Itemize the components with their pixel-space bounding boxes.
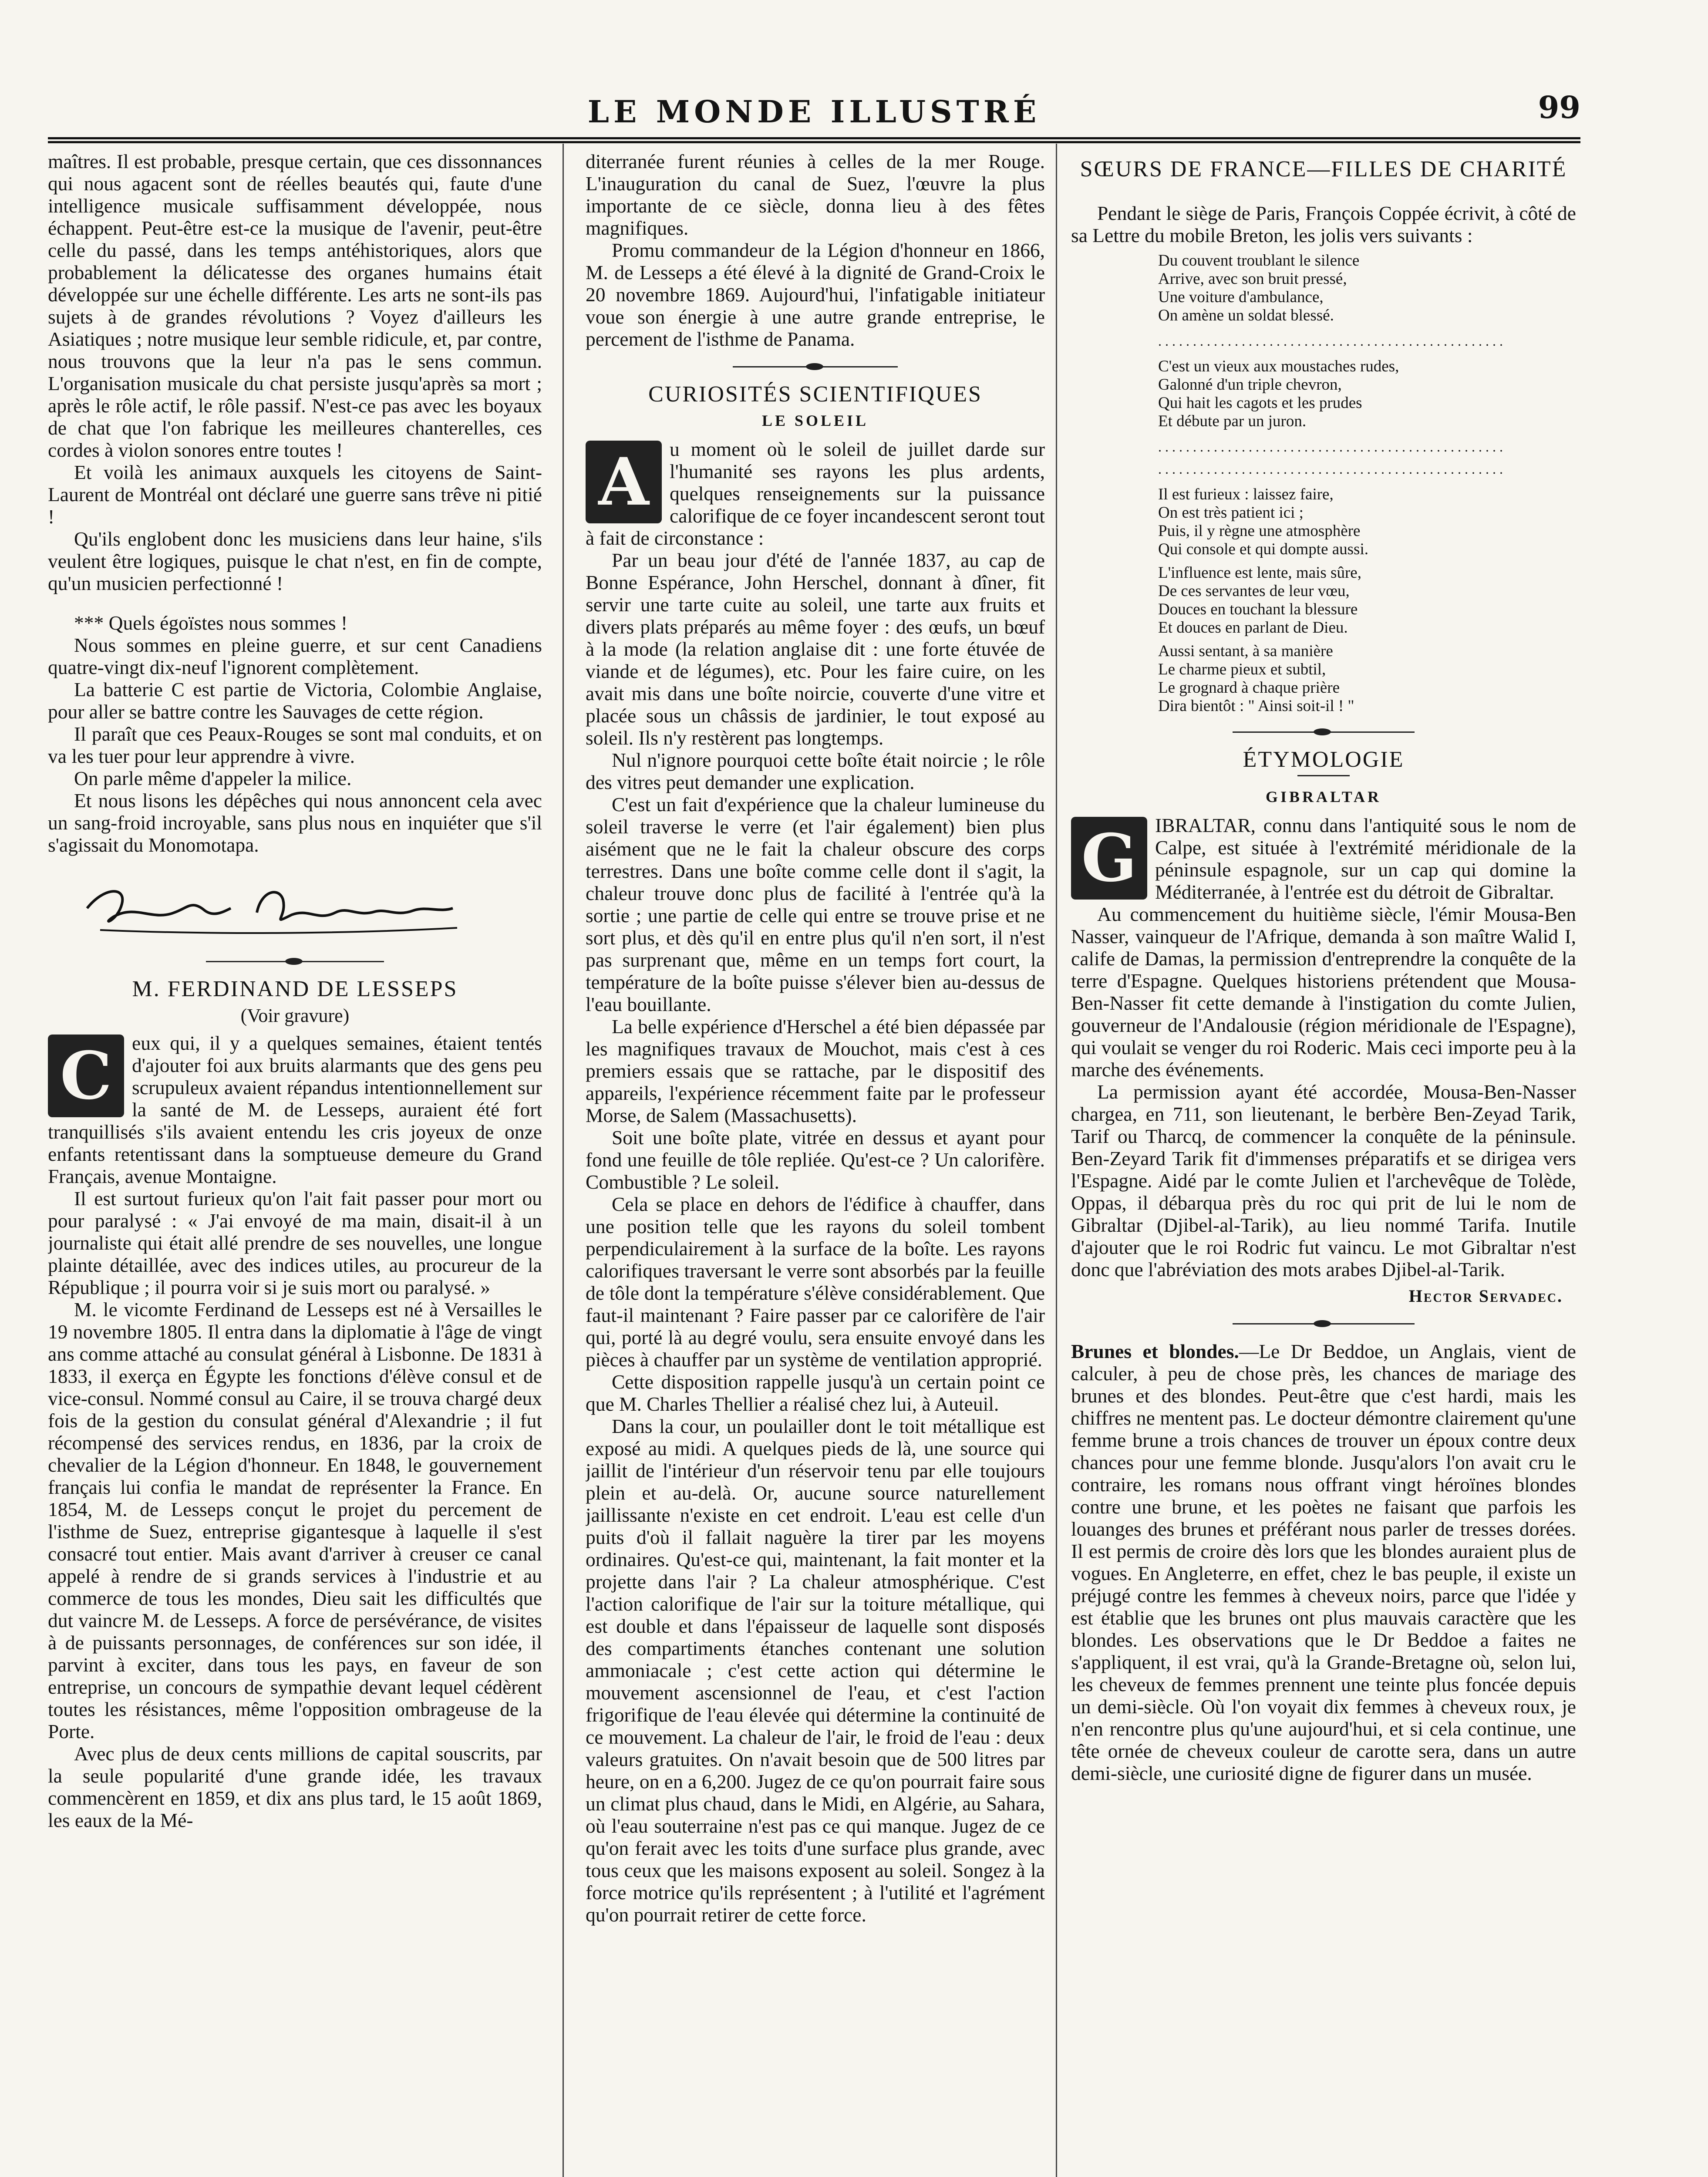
poem-line: L'influence est lente, mais sûre, (1158, 564, 1361, 582)
paragraph: Qu'ils englobent donc les musiciens dans leur haine, s'ils veulent être logiques, puisque le chat n'est, en fin de compte, qu'un musicien perfectionné ! (48, 528, 542, 594)
dotted-separator: .................................................. (1158, 333, 1506, 349)
column-3 (1071, 150, 1576, 2177)
ornament-divider (48, 956, 542, 967)
paragraph: Avec plus de deux cents millions de capital souscrits, par la seule popularité d'une grande idée, les travaux commencèrent en 1859, et dix ans plus tard, le 15 août 1869, les eaux de la Mé- (48, 1742, 542, 1831)
poem-line: Aussi sentant, à sa manière (1158, 642, 1333, 660)
column-rule-2 (1056, 144, 1057, 2177)
paragraph: Cette disposition rappelle jusqu'à un certain point ce que M. Charles Thellier a réalisé chez lui, à Auteuil. (586, 1371, 1045, 1415)
column-rule-1 (563, 144, 564, 2177)
paragraph: Par un beau jour d'été de l'année 1837, au cap de Bonne Espérance, John Herschel, donnant à dîner, fit servir une tarte cuite au soleil, une tarte aux fruits et divers plats préparés au même foyer : des œufs, un bœuf à la mode (la relation anglaise dit : une forte étuvée de viande et de légumes), etc. Pour les faire cuire, on les avait mis dans une boîte noircie, couverte d'une vitre et placée sous un châssis de jardinier, le tout exposé au soleil. Ils n'y restèrent pas longtemps. (586, 549, 1045, 749)
paragraph: Promu commandeur de la Légion d'honneur en 1866, M. de Lesseps a été élevé à la dignité de Grand-Croix le 20 novembre 1869. Aujourd'hui, l'infatigable initiateur voue son énergie à une autre grande entreprise, le percement de l'isthme de Panama. (586, 239, 1045, 350)
paragraph: Nous sommes en pleine guerre, et sur cent Canadiens quatre-vingt dix-neuf l'ignorent complètement. (48, 634, 542, 678)
poem-line: De ces servantes de leur vœu, (1158, 582, 1350, 600)
ornament-divider (1071, 1318, 1576, 1329)
paragraph: Cela se place en dehors de l'édifice à chauffer, dans une position telle que les rayons du soleil tombent perpendiculairement à la surface de la boîte. Les rayons calorifiques traversant le verre sont absorbés par la feuille de tôle dont la température s'élève considérablement. Que faut-il maintenant ? Faire passer par ce calorifère de l'air qui, porté là au degré voulu, sera ensuite envoyé dans les pièces à chauffer par un système de ventilation approprié. (586, 1193, 1045, 1371)
poem-line: Galonné d'un triple chevron, (1158, 376, 1342, 394)
paragraph: La batterie C est partie de Victoria, Colombie Anglaise, pour aller se battre contre les Sauvages de cette région. (48, 678, 542, 723)
poem-line: Il est furieux : laissez faire, (1158, 485, 1334, 503)
poem-stanza (1158, 485, 1576, 559)
poem-stanza (1158, 642, 1576, 715)
paragraph: Et voilà les animaux auxquels les citoyens de Saint-Laurent de Montréal ont déclaré une guerre sans trêve ni pitié ! (48, 461, 542, 528)
poem-stanza (1158, 564, 1576, 637)
paragraph: La permission ayant été accordée, Mousa-Ben-Nasser chargea, en 711, son lieutenant, le berbère Ben-Zeyad Tarik, Tarif ou Tharcq, de commencer la conquête de la péninsule. Ben-Zeyard Tarik fit d'immenses préparatifs et se dirigea vers l'Espagne. Aidé par le comte Julien et l'archevêque de Tolède, Oppas, il débarqua près du roc qui prit de lui le nom de Gibraltar (Djibel-al-Tarik), au lieu nommé Tarifa. Inutile d'ajouter que le roi Rodric fut vaincu. Le mot Gibraltar n'est donc que l'abréviation des mots arabes Djibel-al-Tarik. (1071, 1081, 1576, 1281)
poem-stanza (1158, 357, 1576, 431)
paragraph: u moment où le soleil de juillet darde sur l'humanité ses rayons les plus ardents, quelques renseignements sur la puissance calorifique de ce foyer incandescent seront tout à fait de circonstance : (586, 438, 1045, 549)
paragraph: Il paraît que ces Peaux-Rouges se sont mal conduits, et on va les tuer pour leur apprendre à vivre. (48, 723, 542, 767)
paragraph-heading: Brunes et blondes. (1071, 1340, 1239, 1362)
paragraph: Il est surtout furieux qu'on l'ait fait passer pour mort ou pour paralysé : « J'ai envoyé de ma main, disait-il à un journaliste qui était allé prendre de ses nouvelles, une longue plainte détaillée, avec des indices utiles, au procureur de la République ; il pourra voir si je suis mort ou paralysé. » (48, 1187, 542, 1298)
ornament-divider (586, 361, 1045, 372)
masthead (48, 81, 1580, 143)
paragraph: Et nous lisons les dépêches qui nous annoncent cela avec un sang-froid incroyable, sans plus nous en inquiéter que s'il s'agissait du Monomotapa. (48, 789, 542, 856)
paragraph: *** Quels égoïstes nous sommes ! (74, 612, 348, 634)
page-number: 99 (1538, 89, 1580, 125)
paragraph: C'est un fait d'expérience que la chaleur lumineuse du soleil traverse le verre (et l'air également) bien plus aisément que ne le fait la chaleur obscure des corps terrestres. Dans une boîte comme celle dont il s'agit, la chaleur trouve donc plus de facilité à l'entrée qu'à la sortie ; une partie de celle qui entre se trouve prise et ne sort plus, et dès qu'il en entre plus qu'il n'en sort, il n'est pas surprenant que, même en un temps fort court, la température de la boîte puisse s'élever bien au-dessus de l'eau bouillante. (586, 793, 1045, 1015)
poem-line: Puis, il y règne une atmosphère (1158, 522, 1361, 540)
author-signature: Hector Servadec. (1408, 1286, 1563, 1306)
poem-line: On amène un soldat blessé. (1158, 307, 1334, 324)
paragraph: Pendant le siège de Paris, François Coppée écrivit, à côté de sa Lettre du mobile Breton, les jolis vers suivants : (1071, 202, 1576, 246)
article-title-curiosites: CURIOSITÉS SCIENTIFIQUES (648, 382, 982, 407)
article-title-soeurs: SŒURS DE FRANCE—FILLES DE CHARITÉ (1080, 157, 1567, 182)
poem-line: Arrive, avec son bruit pressé, (1158, 270, 1347, 288)
drop-cap: G (1071, 817, 1147, 900)
poem-line: On est très patient ici ; (1158, 504, 1304, 522)
ornament-divider (1071, 727, 1576, 737)
dotted-separator: .................................................. (1158, 439, 1506, 455)
poem-line: Le grognard à chaque prière (1158, 679, 1340, 697)
article-title-lesseps: M. FERDINAND DE LESSEPS (132, 977, 458, 1001)
paragraph: M. le vicomte Ferdinand de Lesseps est né à Versailles le 19 novembre 1805. Il entra dans la diplomatie à l'âge de vingt ans comme attaché au consulat général à Lisbonne. De 1831 à 1833, il exerça en Égypte les fonctions d'élève consul et de vice-consul. Nommé consul au Caire, il se trouva chargé deux fois de la gestion du consulat général d'Alexandrie ; il fut récompensé des services rendus, en 1836, par la croix de chevalier de la Légion d'honneur. En 1848, le gouvernement français lui confia le mandat de représenter la France. En 1854, M. de Lesseps conçut le projet du percement de l'isthme de Suez, entreprise gigantesque à laquelle il s'est consacré tout entier. Mais avant d'arriver à creuser ce canal appelé à rendre de si grands services à l'industrie et au commerce de tous les mondes, Dieu sait les difficultés que dut vaincre M. de Lesseps. A force de persévérance, de visites à de puissants personnages, de conférences sur son idée, il parvint à exciter, dans tous les pays, en faveur de son entreprise, un concours de sympathie devant lequel cédèrent toutes les résistances, même l'opposition ombrageuse de la Porte. (48, 1298, 542, 1742)
spacer (48, 594, 542, 612)
poem-line: Une voiture d'ambulance, (1158, 288, 1324, 306)
column-2 (586, 150, 1045, 2177)
drop-cap: C (48, 1035, 124, 1117)
poem-line: Qui console et qui dompte aussi. (1158, 540, 1368, 558)
paragraph: IBRALTAR, connu dans l'antiquité sous le nom de Calpe, est située à l'extrémité méridionale de la péninsule espagnole, sur un cap qui domine la Méditerranée, à l'entrée est du détroit de Gibraltar. (1155, 814, 1576, 903)
paragraph: Nul n'ignore pourquoi cette boîte était noircie ; le rôle des vitres peut demander une explication. (586, 749, 1045, 793)
poem-line: Dira bientôt : " Ainsi soit-il ! " (1158, 697, 1354, 715)
poem-line: Du couvent troublant le silence (1158, 252, 1360, 270)
poem-line: Et débute par un juron. (1158, 412, 1307, 430)
column-1 (48, 150, 542, 2177)
paragraph: Au commencement du huitième siècle, l'émir Mousa-Ben Nasser, vainqueur de l'Afrique, demanda à son maître Walid I, calife de Damas, la permission d'entreprendre la conquête de la terre d'Espagne. Quelques historiens prétendent que Mousa-Ben-Nasser fit cette demande à l'instigation du comte Julien, gouverneur de l'Andalousie (région méridionale de l'Espagne), qui voulait se venger du roi Roderic. Mais ceci importe peu à la marche des événements. (1071, 903, 1576, 1081)
paragraph-body: —Le Dr Beddoe, un Anglais, vient de calculer, à peu de chose près, les chances de mariage des brunes et des blondes. Peut-être que c'est hardi, mais les chiffres ne mentent pas. Le docteur démontre clairement qu'une femme brune a trois chances de trouver un époux contre deux chances pour une femme blonde. Jusqu'alors l'on avait cru le contraire, les romans nous offrant vingt héroïnes blondes contre une brune, et les poètes ne faisant que parfois les louanges des brunes et préférant nous parler de tresses dorées. Il est permis de croire dès lors que les blondes auraient plus de vogues. En Angleterre, en effet, chez le bas peuple, il existe un préjugé contre les femmes à cheveux noirs, parce que l'idée y est établie que les brunes ont plus mauvais caractère que les blondes. Les observations que le Dr Beddoe a faites ne s'appliquent, il est vrai, qu'à la Grande-Bretagne où, selon lui, les cheveux de femmes prennent une teinte plus foncée depuis un demi-siècle. Où l'on voyait dix femmes à cheveux roux, je n'en rencontre plus qu'une aujourd'hui, et si cela continue, une tête ornée de cheveux couleur de carotte sera, dans un autre demi-siècle, une curiosité digne de figurer dans un musée. (1071, 1340, 1576, 1784)
poem-line: C'est un vieux aux moustaches rudes, (1158, 357, 1399, 375)
drop-cap: A (586, 441, 662, 523)
poem-line: Le charme pieux et subtil, (1158, 661, 1326, 678)
masthead-title: LE MONDE ILLUSTRÉ (587, 94, 1041, 130)
poem-line: Douces en touchant la blessure (1158, 600, 1358, 618)
article-subtitle: LE SOLEIL (761, 412, 869, 429)
paragraph: La belle expérience d'Herschel a été bien dépassée par les magnifiques travaux de Mouchot, mais c'est à ces premiers essais que se rattache, par le dispositif des appareils, l'expérience récemment faite par le professeur Morse, de Salem (Massachusetts). (586, 1015, 1045, 1126)
poem-line: Qui hait les cagots et les prudes (1158, 394, 1362, 412)
spacer (1071, 185, 1576, 202)
short-rule (1297, 775, 1350, 776)
article-subtitle: (Voir gravure) (240, 1005, 350, 1026)
poem-stanza (1158, 252, 1576, 325)
paragraph: On parle même d'appeler la milice. (74, 767, 352, 789)
paragraph: Soit une boîte plate, vitrée en dessus et ayant pour fond une feuille de tôle repliée. Qu'est-ce ? Un calorifère. Combustible ? Le soleil. (586, 1126, 1045, 1193)
paragraph: diterranée furent réunies à celles de la mer Rouge. L'inauguration du canal de Suez, l'œuvre la plus importante de ce siècle, donna lieu à des fêtes magnifiques. (586, 150, 1045, 239)
paragraph-brunes (1071, 1340, 1576, 1784)
dotted-separator: .................................................. (1158, 461, 1506, 477)
poem-line: Et douces en parlant de Dieu. (1158, 619, 1348, 637)
paragraph: eux qui, il y a quelques semaines, étaient tentés d'ajouter foi aux bruits alarmants que des gens peu scrupuleux avaient répandus intentionnellement sur la santé de M. de Lesseps, auraient été fort tranquillisés s'ils avaient entendu les cris joyeux de onze enfants retentissant dans la somptueuse demeure du Grand Français, avenue Montaigne. (48, 1032, 542, 1187)
handwritten-signature (74, 869, 466, 943)
paragraph: Dans la cour, un poulailler dont le toit métallique est exposé au midi. A quelques pieds de là, une source qui jaillit de l'intérieur d'un réservoir tenu par elle toujours plein et au-delà. Or, aucune source naturellement jaillissante n'existe en cet endroit. L'eau est celle d'un puits d'où il fallait naguère la tirer par les moyens ordinaires. Qu'est-ce qui, maintenant, la fait monter et la projette dans l'air ? La chaleur atmosphérique. C'est l'action calorifique de l'air sur la toiture métallique, qui est double et dans l'épaisseur de laquelle sont disposés des compartiments étanches contenant une solution ammoniacale ; c'est cette action qui détermine le mouvement ascensionnel de l'eau, et c'est l'action frigorifique de l'eau élevée qui détermine la continuité de ce mouvement. La chaleur de l'air, le froid de l'eau : deux valeurs gratuites. On n'avait besoin que de 500 litres par heure, on en a 6,200. Jugez de ce qu'on pourrait faire sous un climat plus chaud, dans le Midi, en Algérie, au Sahara, où l'eau souterraine n'est pas ce qui manque. Jugez de ce qu'on ferait avec les toits d'une surface plus grande, avec tous ceux que les maisons exposent au soleil. Songez à la force motrice qu'ils représentent ; à l'utilité et l'agrément qu'on pourrait retirer de cette force. (586, 1415, 1045, 1926)
article-title-etymologie: ÉTYMOLOGIE (1243, 747, 1405, 772)
paragraph: maîtres. Il est probable, presque certain, que ces dissonnances qui nous agacent sont de réelles beautés qui, faute d'une intelligence musicale suffisamment développée, nous échappent. Peut-être est-ce la musique de l'avenir, peut-être celle du passé, dans les temps antéhistoriques, alors que probablement la délicatesse des organes humains était développée sur une échelle différente. Les arts ne sont-ils pas sujets à de grandes révolutions ? Voyez d'ailleurs les Asiatiques ; notre musique leur semble ridicule, et, par contre, nous trouvons que la leur n'a pas le sens commun. L'organisation musicale du chat persiste jusqu'après sa mort ; après le rôle actif, le rôle passif. N'est-ce pas avec les boyaux de chat que l'on fabrique les meilleures chanterelles, ces cordes à violon sonores entre toutes ! (48, 150, 542, 461)
article-subtitle: GIBRALTAR (1265, 788, 1382, 805)
